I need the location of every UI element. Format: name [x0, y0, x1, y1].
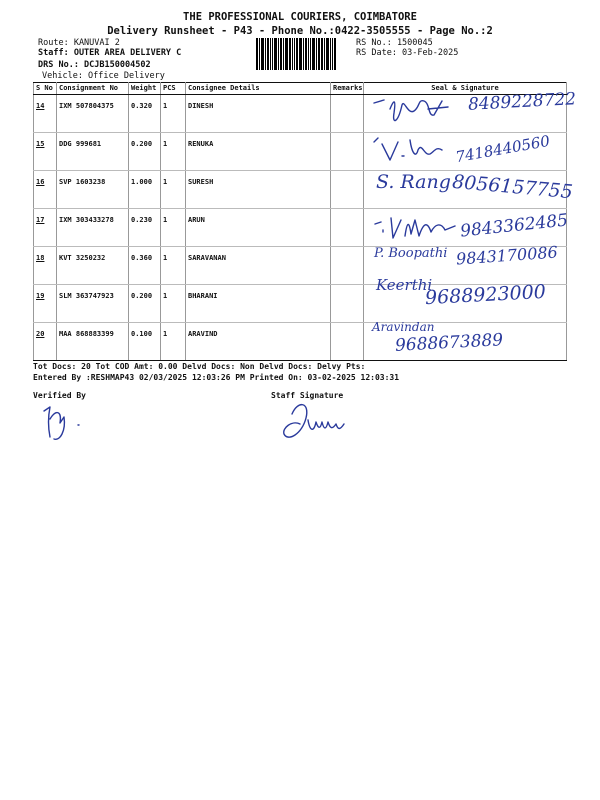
row-remarks: [331, 209, 364, 247]
handwritten-name-row18: P. Boopathi: [374, 246, 448, 261]
row-consignee: RENUKA: [186, 133, 331, 171]
row-pcs: 1: [161, 285, 186, 323]
row-consignee: DINESH: [186, 95, 331, 133]
handwritten-name-row16: S. Rang: [376, 171, 451, 193]
col-header-consignment: Consignment No: [57, 83, 129, 95]
row-consignee: ARUN: [186, 209, 331, 247]
row-consignee: BHARANI: [186, 285, 331, 323]
row-sno: 15: [34, 133, 57, 171]
drs-number: DRS No.: DCJB150004502: [38, 60, 151, 70]
handwritten-phone-row20: 9688673889: [394, 330, 504, 356]
row-weight: 0.100: [129, 323, 161, 361]
handwritten-phone-row17: 9843362485: [459, 210, 569, 242]
route-label: Route: KANUVAI 2: [38, 38, 120, 48]
row-pcs: 1: [161, 323, 186, 361]
row-remarks: [331, 171, 364, 209]
row-weight: 0.360: [129, 247, 161, 285]
row-sno: 16: [34, 171, 57, 209]
handwritten-name-row20: Aravindan: [372, 320, 435, 334]
handwritten-signature-row15: [372, 134, 452, 170]
handwritten-signature-row14: [370, 95, 460, 135]
row-pcs: 1: [161, 171, 186, 209]
row-sno: 20: [34, 323, 57, 361]
row-consignment: SVP 1603238: [57, 171, 129, 209]
row-consignment: IXM 303433278: [57, 209, 129, 247]
handwritten-signature-row17: [373, 210, 463, 250]
row-remarks: [331, 323, 364, 361]
row-remarks: [331, 247, 364, 285]
row-pcs: 1: [161, 133, 186, 171]
handwritten-phone-row18: 9843170086: [455, 242, 559, 269]
row-pcs: 1: [161, 209, 186, 247]
row-consignee: ARAVIND: [186, 323, 331, 361]
row-consignee: SARAVANAN: [186, 247, 331, 285]
row-remarks: [331, 285, 364, 323]
row-remarks: [331, 95, 364, 133]
row-sno: 17: [34, 209, 57, 247]
handwritten-name-row19: Keerthi: [376, 276, 433, 294]
handwritten-phone-row16: 8056157755: [451, 170, 574, 204]
row-consignment: DDG 999681: [57, 133, 129, 171]
table-header-row: [34, 83, 567, 95]
rs-date: RS Date: 03-Feb-2025: [356, 48, 459, 58]
row-weight: 1.000: [129, 171, 161, 209]
verifier-signature: [40, 403, 120, 443]
handwritten-phone-row15: 7418440560: [454, 131, 552, 167]
row-sno: 19: [34, 285, 57, 323]
row-consignee: SURESH: [186, 171, 331, 209]
verified-by-label: Verified By: [33, 391, 86, 400]
staff-label: Staff: OUTER AREA DELIVERY C: [38, 48, 182, 58]
col-header-signature: Seal & Signature: [364, 83, 567, 95]
col-header-weight: Weight: [129, 83, 161, 95]
col-header-sno: S No: [34, 83, 57, 95]
staff-signature-label: Staff Signature: [271, 391, 344, 400]
handwritten-phone-row14: 8489228722: [467, 89, 577, 115]
company-name: THE PROFESSIONAL COURIERS, COIMBATORE: [183, 11, 417, 23]
staff-signature: [280, 400, 360, 446]
vehicle-label: Vehicle: Office Delivery: [42, 71, 165, 81]
row-weight: 0.200: [129, 133, 161, 171]
row-consignment: IXM 507804375: [57, 95, 129, 133]
row-remarks: [331, 133, 364, 171]
row-pcs: 1: [161, 95, 186, 133]
row-weight: 0.230: [129, 209, 161, 247]
entered-by-line: Entered By :RESHMAP43 02/03/2025 12:03:26 PM Printed On: 03-02-2025 12:03:31: [33, 373, 400, 382]
runsheet-title: Delivery Runsheet - P43 - Phone No.:0422-3505555 - Page No.:2: [107, 25, 493, 37]
col-header-consignee: Consignee Details: [186, 83, 331, 95]
col-header-pcs: PCS: [161, 83, 186, 95]
handwritten-phone-row19: 9688923000: [424, 280, 547, 310]
rs-number: RS No.: 1500045: [356, 38, 433, 48]
col-header-remarks: Remarks: [331, 83, 364, 95]
barcode-icon: [256, 38, 348, 70]
row-sno: 18: [34, 247, 57, 285]
totals-line: Tot Docs: 20 Tot COD Amt: 0.00 Delvd Docs: Non Delvd Docs: Delvy Pts:: [33, 362, 366, 371]
row-consignment: SLM 363747923: [57, 285, 129, 323]
row-consignment: MAA 868883399: [57, 323, 129, 361]
row-sno: 14: [34, 95, 57, 133]
row-pcs: 1: [161, 247, 186, 285]
row-weight: 0.320: [129, 95, 161, 133]
row-consignment: KVT 3250232: [57, 247, 129, 285]
row-weight: 0.200: [129, 285, 161, 323]
